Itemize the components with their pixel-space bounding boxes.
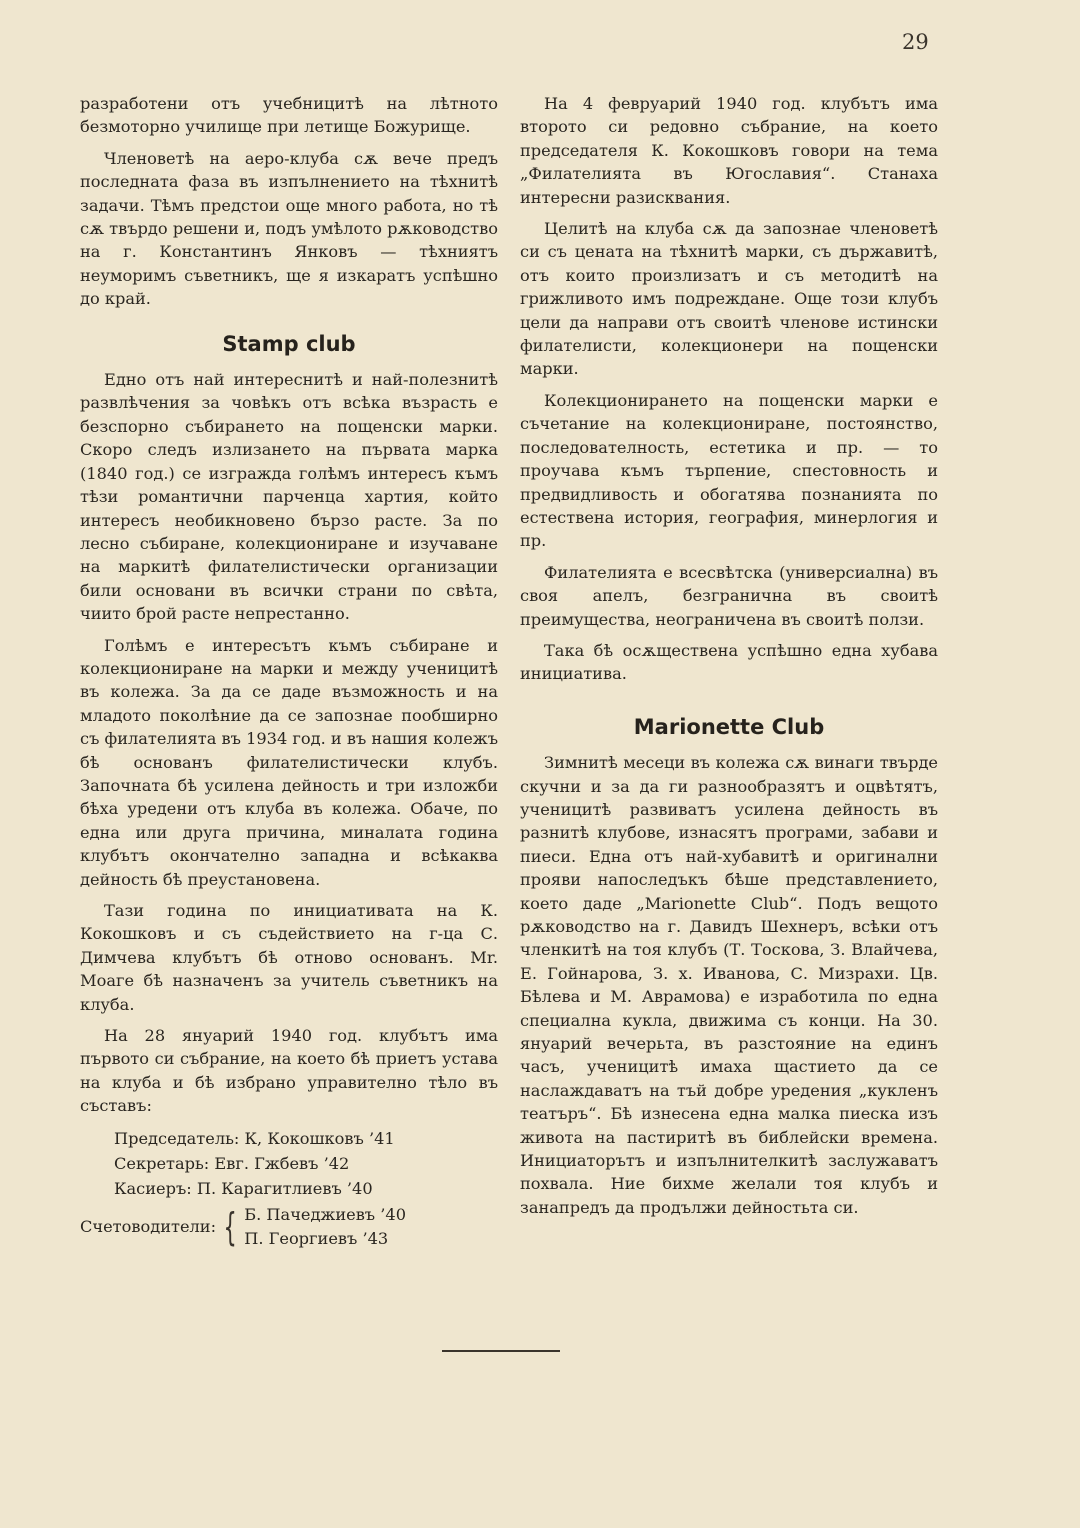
stamp-club-paragraph-4: На 28 януарий 1940 год. клубътъ има първото си събрание, на което бѣ приетъ устава на клуба и бѣ избрано управително тѣло въ съставъ: <box>80 1026 498 1116</box>
aero-club-paragraph-end: разработени отъ учебницитѣ на лѣтното безмоторно училище при летище Божурище. <box>80 94 498 137</box>
marionette-club-paragraph: Зимнитѣ месеци въ колежа сѫ винаги твърде скучни и за да ги разнообразятъ и оцвѣтятъ, ученицитѣ развиватъ усилена дейность въ разнитѣ клубове, изнасятъ програми, забави и пиеси. Една отъ най-хубавитѣ и оригинални прояви напоследъкъ бѣше представлението, което даде „Marionette Club“. Подъ вещото рѫководство на г. Давидъ Шехнеръ, всѣки отъ членкитѣ на тоя клубъ (Т. Тоскова, З. Влайчева, Е. Гойнарова, З. х. Иванова, С. Мизрахи. Цв. Бѣлева и М. Аврамова) е изработила по една специална кукла, движима съ конци. На 30. януарий вечерьта, въ разстояние на единъ часъ, ученицитѣ имаха щастието да се наслаждаватъ на тъй добре уредения „кукленъ театъръ“. Бѣ изнесена една малка пиеска изъ живота на пастиритѣ въ библейски времена. Инициаторътъ и изпълнителкитѣ заслужаватъ похвала. Ние бихме желали тоя клубъ и занапредъ да продължи дейностьта си. <box>520 753 938 1217</box>
accountants-label: Счетоводители: <box>80 1216 217 1236</box>
officer-accountants <box>80 1203 498 1251</box>
officer-secretary: Секретарь: Евг. Гжбевъ ’42 <box>114 1153 350 1173</box>
marionette-club-heading: Marionette Club <box>633 714 825 739</box>
right-column <box>520 92 938 1227</box>
accountants-names <box>244 1203 406 1251</box>
left-column <box>80 92 498 1251</box>
accountant-1: Б. Пачеджиевъ ’40 <box>244 1204 406 1224</box>
stamp-club-paragraph-5: На 4 февруарий 1940 год. клубътъ има второто си редовно събрание, на което председателя К. Кокошковъ говори на тема „Филателията въ Югославия“. Станаха интересни разисквания. <box>520 94 938 207</box>
stamp-club-paragraph-6: Целитѣ на клуба сѫ да запознае членоветѣ си съ цената на тѣхнитѣ марки, съ държавитѣ, отъ които произлизатъ и съ методитѣ на грижливото имъ подреждане. Още този клубъ цели да направи отъ своитѣ членове истински филателисти, колекционери на пощенски марки. <box>520 219 938 379</box>
stamp-club-paragraph-1: Едно отъ най интереснитѣ и най-полезнитѣ развлѣчения за човѣкъ отъ всѣка възрасть е безспорно събирането на пощенски марки. Скоро следъ излизането на първата марка (1840 год.) се изгражда голѣмъ интересъ къмъ тѣзи романтични парченца хартия, който интересъ необикновено бързо расте. За по лесно събиране, колекциониране и изучаване на маркитѣ филателистически организации били основани въ всички страни по свѣта, чиито брой расте непрестанно. <box>80 370 498 624</box>
brace-glyph: { <box>223 1204 237 1249</box>
stamp-club-paragraph-3: Тази година по инициативата на К. Кокошковъ и съ съдействието на г-ца С. Димчева клубътъ бѣ отново основанъ. Mr. Moaге бѣ назначенъ за учитель съветникъ на клуба. <box>80 901 498 1014</box>
officers-list <box>80 1126 498 1251</box>
aero-club-paragraph: Членоветѣ на аеро-клуба сѫ вече предъ последната фаза въ изпълнението на тѣхнитѣ задачи. Тѣмъ предстои още много работа, но тѣ сѫ твърдо решени и, подъ умѣлото рѫководство на г. Константинъ Янковъ — тѣхниятъ неуморимъ съветникъ, ще я изкаратъ успѣшно до край. <box>80 148 498 309</box>
officer-treasurer: Касиеръ: П. Карагитлиевъ ’40 <box>114 1178 373 1198</box>
accountant-2: П. Георгиевъ ’43 <box>244 1228 389 1248</box>
officer-president: Председатель: К, Кокошковъ ’41 <box>114 1128 395 1148</box>
stamp-club-paragraph-8: Филателията е всесвѣтска (универсиална) въ своя апелъ, безгранична въ своитѣ преимущества, неограничена въ своитѣ ползи. <box>520 562 938 629</box>
stamp-club-paragraph-9: Така бѣ осѫществена успѣшно една хубава инициатива. <box>520 640 938 684</box>
stamp-club-heading: Stamp club <box>222 331 356 356</box>
page-number: 29 <box>902 30 929 54</box>
stamp-club-paragraph-2: Голѣмъ е интересътъ къмъ събиране и колекциониране на марки и между ученицитѣ въ колежа. За да се даде възможность и на младото поколѣние да се запознае пообширно съ филателията въ 1934 год. и въ нашия колежъ бѣ основанъ филателистически клубъ. Започната бѣ усилена дейность и три изложби бѣха уредени отъ клуба въ колежа. Обаче, по една или друга причина, миналата година клубътъ окончателно западна и всѣкаква дейность бѣ преустановена. <box>80 635 498 889</box>
section-divider <box>442 1350 560 1352</box>
stamp-club-paragraph-7: Колекционирането на пощенски марки е съчетание на колекциониране, постоянство, последователность, естетика и пр. — то проучава къмъ търпение, спестовность и предвидливость и обогатява познанията по естествена история, география, минерлогия и пр. <box>520 390 938 551</box>
